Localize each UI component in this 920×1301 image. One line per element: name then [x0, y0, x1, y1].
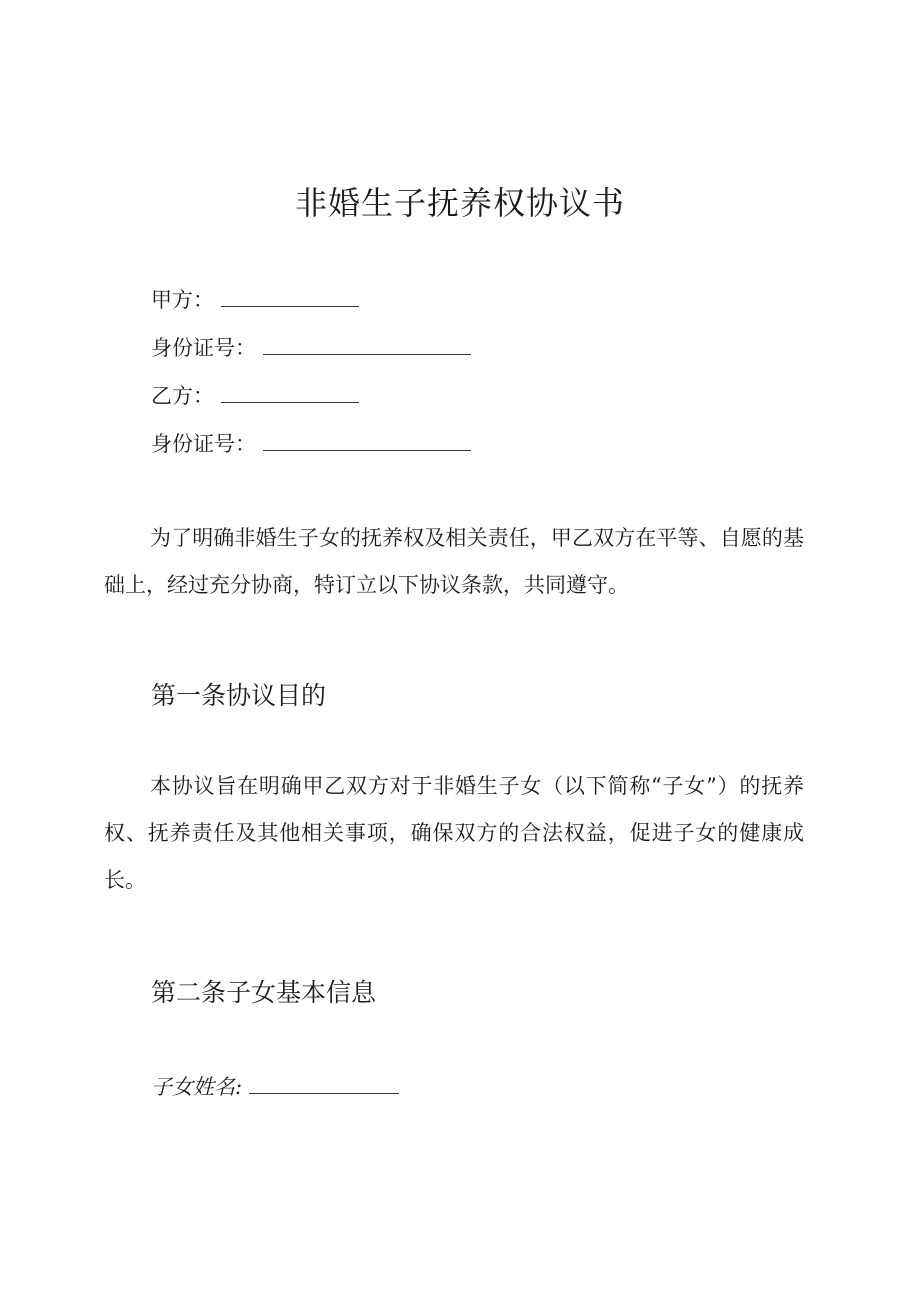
intro-paragraph: 为了明确非婚生子女的抚养权及相关责任，甲乙双方在平等、自愿的基础上，经过充分协商，特订立以下协议条款，共同遵守。	[104, 526, 804, 597]
party-a-id-field	[151, 333, 471, 363]
party-a-blank[interactable]	[221, 286, 359, 307]
child-name-field	[151, 1072, 399, 1102]
party-a-id-label: 身份证号：	[151, 336, 256, 360]
section-2-heading: 第二条子女基本信息	[151, 978, 377, 1007]
party-b-blank[interactable]	[221, 382, 359, 403]
party-b-id-label: 身份证号：	[151, 432, 256, 456]
child-name-blank[interactable]	[249, 1073, 399, 1094]
party-a-id-blank[interactable]	[263, 334, 471, 355]
party-b-id-blank[interactable]	[263, 430, 471, 451]
document-title: 非婚生子抚养权协议书	[294, 184, 625, 222]
party-b-id-field	[151, 429, 471, 459]
section-1-body: 本协议旨在明确甲乙双方对于非婚生子女（以下简称“子女”）的抚养权、抚养责任及其他相关事项，确保双方的合法权益，促进子女的健康成长。	[104, 774, 804, 892]
party-a-label: 甲方：	[151, 288, 214, 312]
party-b-label: 乙方：	[151, 384, 214, 408]
child-name-label: 子女姓名:	[151, 1075, 243, 1099]
party-a-field	[151, 285, 359, 315]
section-1-heading: 第一条协议目的	[151, 681, 327, 710]
party-b-field	[151, 381, 359, 411]
